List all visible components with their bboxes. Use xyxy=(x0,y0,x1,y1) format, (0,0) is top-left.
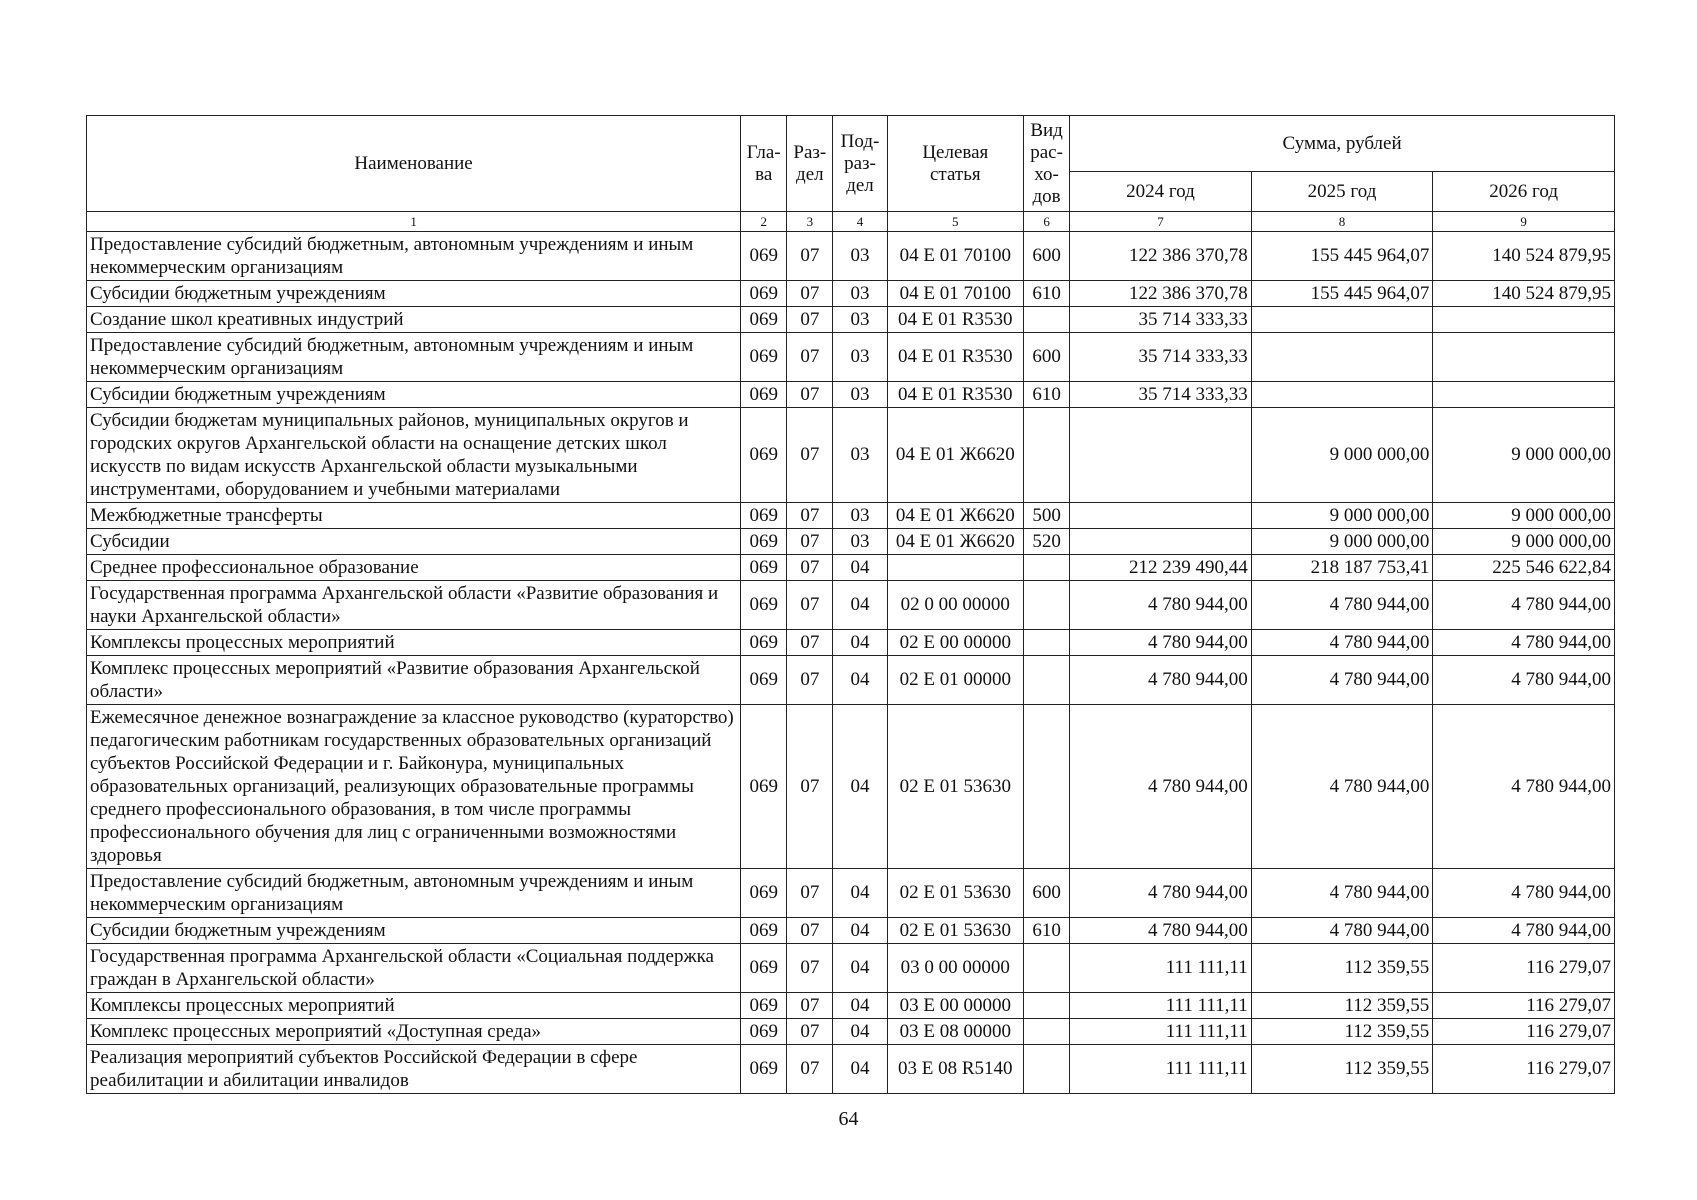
row-section: 07 xyxy=(787,630,833,656)
row-amount-2024: 122 386 370,78 xyxy=(1070,232,1252,281)
row-chapter: 069 xyxy=(741,581,787,630)
row-amount-2024 xyxy=(1070,503,1252,529)
row-name: Ежемесячное денежное вознаграждение за классное руководство (кураторство) педагогическим работникам государственных образовательных организаций субъектов Российской Федерации и г. Байконура, муниципальных образовательных организаций, реализующих образовательные программы среднего профессионального образования, в том числе программы профессионального обучения для лиц с ограниченными возможностями здоровья xyxy=(87,705,741,869)
row-subsection: 03 xyxy=(833,281,887,307)
column-number: 5 xyxy=(887,212,1023,232)
row-subsection: 04 xyxy=(833,630,887,656)
row-subsection: 03 xyxy=(833,232,887,281)
row-section: 07 xyxy=(787,869,833,918)
row-section: 07 xyxy=(787,705,833,869)
row-amount-2026: 9 000 000,00 xyxy=(1433,529,1615,555)
row-amount-2026: 4 780 944,00 xyxy=(1433,869,1615,918)
row-amount-2026: 116 279,07 xyxy=(1433,1045,1615,1094)
row-name: Государственная программа Архангельской области «Развитие образования и науки Архангельской области» xyxy=(87,581,741,630)
row-chapter: 069 xyxy=(741,993,787,1019)
row-chapter: 069 xyxy=(741,529,787,555)
row-expense-type: 610 xyxy=(1024,918,1070,944)
row-amount-2026: 4 780 944,00 xyxy=(1433,581,1615,630)
budget-table xyxy=(86,115,1615,1094)
row-name: Субсидии бюджетам муниципальных районов, муниципальных округов и городских округов Архангельской области на оснащение детских школ искусств по видам искусств Архангельской области музыкальными инструментами, оборудованием и учебными материалами xyxy=(87,408,741,503)
row-amount-2024 xyxy=(1070,529,1252,555)
table-row xyxy=(87,529,1615,555)
row-chapter: 069 xyxy=(741,232,787,281)
row-expense-type: 600 xyxy=(1024,333,1070,382)
row-amount-2025: 4 780 944,00 xyxy=(1251,656,1433,705)
row-expense-type xyxy=(1024,307,1070,333)
row-amount-2026: 116 279,07 xyxy=(1433,993,1615,1019)
row-amount-2026 xyxy=(1433,333,1615,382)
row-subsection: 03 xyxy=(833,529,887,555)
row-amount-2026: 116 279,07 xyxy=(1433,944,1615,993)
table-row xyxy=(87,630,1615,656)
row-amount-2024: 212 239 490,44 xyxy=(1070,555,1252,581)
row-expense-type: 600 xyxy=(1024,869,1070,918)
row-amount-2024: 35 714 333,33 xyxy=(1070,382,1252,408)
row-name: Комплекс процессных мероприятий «Развитие образования Архангельской области» xyxy=(87,656,741,705)
table-row xyxy=(87,333,1615,382)
row-section: 07 xyxy=(787,408,833,503)
row-expense-type xyxy=(1024,656,1070,705)
row-section: 07 xyxy=(787,918,833,944)
table-header xyxy=(87,116,1615,232)
row-section: 07 xyxy=(787,993,833,1019)
table-row xyxy=(87,1045,1615,1094)
header-subsection: Под- раз- дел xyxy=(833,116,887,212)
row-amount-2024 xyxy=(1070,408,1252,503)
row-amount-2026: 140 524 879,95 xyxy=(1433,232,1615,281)
row-subsection: 03 xyxy=(833,408,887,503)
row-subsection: 04 xyxy=(833,918,887,944)
table-row xyxy=(87,869,1615,918)
row-section: 07 xyxy=(787,333,833,382)
column-number: 8 xyxy=(1251,212,1433,232)
row-chapter: 069 xyxy=(741,869,787,918)
row-amount-2025: 4 780 944,00 xyxy=(1251,630,1433,656)
row-name: Межбюджетные трансферты xyxy=(87,503,741,529)
row-amount-2025: 4 780 944,00 xyxy=(1251,869,1433,918)
row-target-article: 04 Е 01 R3530 xyxy=(887,333,1023,382)
row-expense-type: 520 xyxy=(1024,529,1070,555)
table-row xyxy=(87,382,1615,408)
row-target-article: 02 Е 01 53630 xyxy=(887,705,1023,869)
table-row xyxy=(87,307,1615,333)
row-subsection: 03 xyxy=(833,307,887,333)
table-row xyxy=(87,656,1615,705)
table-row xyxy=(87,993,1615,1019)
row-amount-2024: 35 714 333,33 xyxy=(1070,333,1252,382)
header-amount: Сумма, рублей xyxy=(1070,116,1615,172)
row-name: Предоставление субсидий бюджетным, автономным учреждениям и иным некоммерческим организациям xyxy=(87,333,741,382)
row-subsection: 04 xyxy=(833,993,887,1019)
row-name: Предоставление субсидий бюджетным, автономным учреждениям и иным некоммерческим организациям xyxy=(87,232,741,281)
row-target-article: 04 Е 01 R3530 xyxy=(887,382,1023,408)
row-target-article: 03 0 00 00000 xyxy=(887,944,1023,993)
row-section: 07 xyxy=(787,555,833,581)
table-row xyxy=(87,232,1615,281)
row-target-article: 04 Е 01 Ж6620 xyxy=(887,529,1023,555)
row-amount-2026: 4 780 944,00 xyxy=(1433,630,1615,656)
row-target-article: 02 Е 01 53630 xyxy=(887,918,1023,944)
row-section: 07 xyxy=(787,1045,833,1094)
row-amount-2025: 112 359,55 xyxy=(1251,944,1433,993)
row-amount-2025: 155 445 964,07 xyxy=(1251,232,1433,281)
header-section: Раз- дел xyxy=(787,116,833,212)
row-subsection: 04 xyxy=(833,581,887,630)
row-chapter: 069 xyxy=(741,705,787,869)
row-section: 07 xyxy=(787,382,833,408)
column-number: 4 xyxy=(833,212,887,232)
row-target-article: 03 Е 00 00000 xyxy=(887,993,1023,1019)
row-chapter: 069 xyxy=(741,281,787,307)
row-amount-2026: 4 780 944,00 xyxy=(1433,656,1615,705)
row-amount-2026: 9 000 000,00 xyxy=(1433,503,1615,529)
row-target-article: 04 Е 01 70100 xyxy=(887,232,1023,281)
row-amount-2024: 4 780 944,00 xyxy=(1070,705,1252,869)
row-section: 07 xyxy=(787,581,833,630)
table-row xyxy=(87,555,1615,581)
column-number-row xyxy=(87,212,1615,232)
row-target-article xyxy=(887,555,1023,581)
row-amount-2026: 116 279,07 xyxy=(1433,1019,1615,1045)
row-amount-2025: 4 780 944,00 xyxy=(1251,705,1433,869)
row-amount-2026 xyxy=(1433,307,1615,333)
row-name: Субсидии бюджетным учреждениям xyxy=(87,281,741,307)
column-number: 3 xyxy=(787,212,833,232)
page-number: 64 xyxy=(838,1108,859,1130)
table-row xyxy=(87,705,1615,869)
row-amount-2024: 35 714 333,33 xyxy=(1070,307,1252,333)
row-subsection: 04 xyxy=(833,869,887,918)
row-expense-type xyxy=(1024,705,1070,869)
row-name: Субсидии xyxy=(87,529,741,555)
row-amount-2024: 4 780 944,00 xyxy=(1070,869,1252,918)
row-name: Субсидии бюджетным учреждениям xyxy=(87,918,741,944)
row-target-article: 03 Е 08 R5140 xyxy=(887,1045,1023,1094)
row-amount-2025 xyxy=(1251,333,1433,382)
row-name: Создание школ креативных индустрий xyxy=(87,307,741,333)
row-amount-2024: 4 780 944,00 xyxy=(1070,581,1252,630)
row-section: 07 xyxy=(787,944,833,993)
row-chapter: 069 xyxy=(741,944,787,993)
row-name: Реализация мероприятий субъектов Российской Федерации в сфере реабилитации и абилитации инвалидов xyxy=(87,1045,741,1094)
row-chapter: 069 xyxy=(741,555,787,581)
row-amount-2025 xyxy=(1251,307,1433,333)
row-section: 07 xyxy=(787,281,833,307)
row-target-article: 04 Е 01 70100 xyxy=(887,281,1023,307)
row-name: Комплексы процессных мероприятий xyxy=(87,993,741,1019)
row-section: 07 xyxy=(787,656,833,705)
row-amount-2025: 218 187 753,41 xyxy=(1251,555,1433,581)
row-amount-2026: 140 524 879,95 xyxy=(1433,281,1615,307)
table-row xyxy=(87,408,1615,503)
row-name: Предоставление субсидий бюджетным, автономным учреждениям и иным некоммерческим организациям xyxy=(87,869,741,918)
row-subsection: 04 xyxy=(833,1045,887,1094)
row-chapter: 069 xyxy=(741,408,787,503)
row-chapter: 069 xyxy=(741,656,787,705)
row-expense-type: 600 xyxy=(1024,232,1070,281)
column-number: 1 xyxy=(87,212,741,232)
table-row xyxy=(87,944,1615,993)
table-body xyxy=(87,232,1615,1094)
table-row xyxy=(87,503,1615,529)
row-target-article: 03 Е 08 00000 xyxy=(887,1019,1023,1045)
table-row xyxy=(87,581,1615,630)
row-amount-2025: 9 000 000,00 xyxy=(1251,529,1433,555)
row-amount-2026: 4 780 944,00 xyxy=(1433,918,1615,944)
header-year-2026: 2026 год xyxy=(1433,172,1615,212)
row-target-article: 02 0 00 00000 xyxy=(887,581,1023,630)
row-amount-2024: 122 386 370,78 xyxy=(1070,281,1252,307)
row-expense-type xyxy=(1024,1019,1070,1045)
row-section: 07 xyxy=(787,307,833,333)
header-name: Наименование xyxy=(87,116,741,212)
row-amount-2025: 4 780 944,00 xyxy=(1251,581,1433,630)
row-name: Субсидии бюджетным учреждениям xyxy=(87,382,741,408)
row-expense-type xyxy=(1024,993,1070,1019)
row-amount-2025: 4 780 944,00 xyxy=(1251,918,1433,944)
row-target-article: 04 Е 01 Ж6620 xyxy=(887,408,1023,503)
row-amount-2025: 112 359,55 xyxy=(1251,1045,1433,1094)
row-amount-2026: 9 000 000,00 xyxy=(1433,408,1615,503)
row-name: Комплексы процессных мероприятий xyxy=(87,630,741,656)
row-chapter: 069 xyxy=(741,307,787,333)
row-chapter: 069 xyxy=(741,918,787,944)
row-target-article: 04 Е 01 R3530 xyxy=(887,307,1023,333)
table-row xyxy=(87,281,1615,307)
row-chapter: 069 xyxy=(741,382,787,408)
row-subsection: 03 xyxy=(833,382,887,408)
header-chapter: Гла- ва xyxy=(741,116,787,212)
row-chapter: 069 xyxy=(741,1045,787,1094)
row-amount-2024: 4 780 944,00 xyxy=(1070,630,1252,656)
row-name: Среднее профессиональное образование xyxy=(87,555,741,581)
row-subsection: 03 xyxy=(833,503,887,529)
column-number: 7 xyxy=(1070,212,1252,232)
table-row xyxy=(87,918,1615,944)
row-expense-type xyxy=(1024,581,1070,630)
row-amount-2025 xyxy=(1251,382,1433,408)
row-amount-2025: 9 000 000,00 xyxy=(1251,408,1433,503)
row-expense-type: 610 xyxy=(1024,382,1070,408)
column-number: 2 xyxy=(741,212,787,232)
row-name: Государственная программа Архангельской области «Социальная поддержка граждан в Архангельской области» xyxy=(87,944,741,993)
row-target-article: 04 Е 01 Ж6620 xyxy=(887,503,1023,529)
table-row xyxy=(87,1019,1615,1045)
header-expense-type: Вид рас- хо- дов xyxy=(1024,116,1070,212)
row-target-article: 02 Е 01 00000 xyxy=(887,656,1023,705)
row-amount-2024: 111 111,11 xyxy=(1070,1045,1252,1094)
row-subsection: 04 xyxy=(833,656,887,705)
row-subsection: 04 xyxy=(833,1019,887,1045)
row-amount-2026: 4 780 944,00 xyxy=(1433,705,1615,869)
row-amount-2024: 111 111,11 xyxy=(1070,944,1252,993)
row-chapter: 069 xyxy=(741,333,787,382)
row-amount-2024: 4 780 944,00 xyxy=(1070,918,1252,944)
row-amount-2024: 111 111,11 xyxy=(1070,993,1252,1019)
row-amount-2025: 112 359,55 xyxy=(1251,1019,1433,1045)
row-amount-2025: 9 000 000,00 xyxy=(1251,503,1433,529)
row-subsection: 03 xyxy=(833,333,887,382)
row-section: 07 xyxy=(787,529,833,555)
row-section: 07 xyxy=(787,503,833,529)
row-amount-2026: 225 546 622,84 xyxy=(1433,555,1615,581)
row-expense-type xyxy=(1024,555,1070,581)
row-expense-type xyxy=(1024,630,1070,656)
row-amount-2024: 4 780 944,00 xyxy=(1070,656,1252,705)
row-chapter: 069 xyxy=(741,1019,787,1045)
row-subsection: 04 xyxy=(833,555,887,581)
row-amount-2024: 111 111,11 xyxy=(1070,1019,1252,1045)
header-year-2025: 2025 год xyxy=(1251,172,1433,212)
header-year-2024: 2024 год xyxy=(1070,172,1252,212)
row-name: Комплекс процессных мероприятий «Доступная среда» xyxy=(87,1019,741,1045)
row-expense-type: 610 xyxy=(1024,281,1070,307)
header-target-article: Целевая статья xyxy=(887,116,1023,212)
row-target-article: 02 Е 00 00000 xyxy=(887,630,1023,656)
row-section: 07 xyxy=(787,1019,833,1045)
row-expense-type xyxy=(1024,1045,1070,1094)
row-amount-2026 xyxy=(1433,382,1615,408)
row-expense-type xyxy=(1024,408,1070,503)
row-subsection: 04 xyxy=(833,944,887,993)
column-number: 9 xyxy=(1433,212,1615,232)
row-amount-2025: 155 445 964,07 xyxy=(1251,281,1433,307)
row-chapter: 069 xyxy=(741,630,787,656)
row-chapter: 069 xyxy=(741,503,787,529)
column-number: 6 xyxy=(1024,212,1070,232)
row-subsection: 04 xyxy=(833,705,887,869)
row-target-article: 02 Е 01 53630 xyxy=(887,869,1023,918)
row-amount-2025: 112 359,55 xyxy=(1251,993,1433,1019)
row-expense-type xyxy=(1024,944,1070,993)
row-section: 07 xyxy=(787,232,833,281)
row-expense-type: 500 xyxy=(1024,503,1070,529)
